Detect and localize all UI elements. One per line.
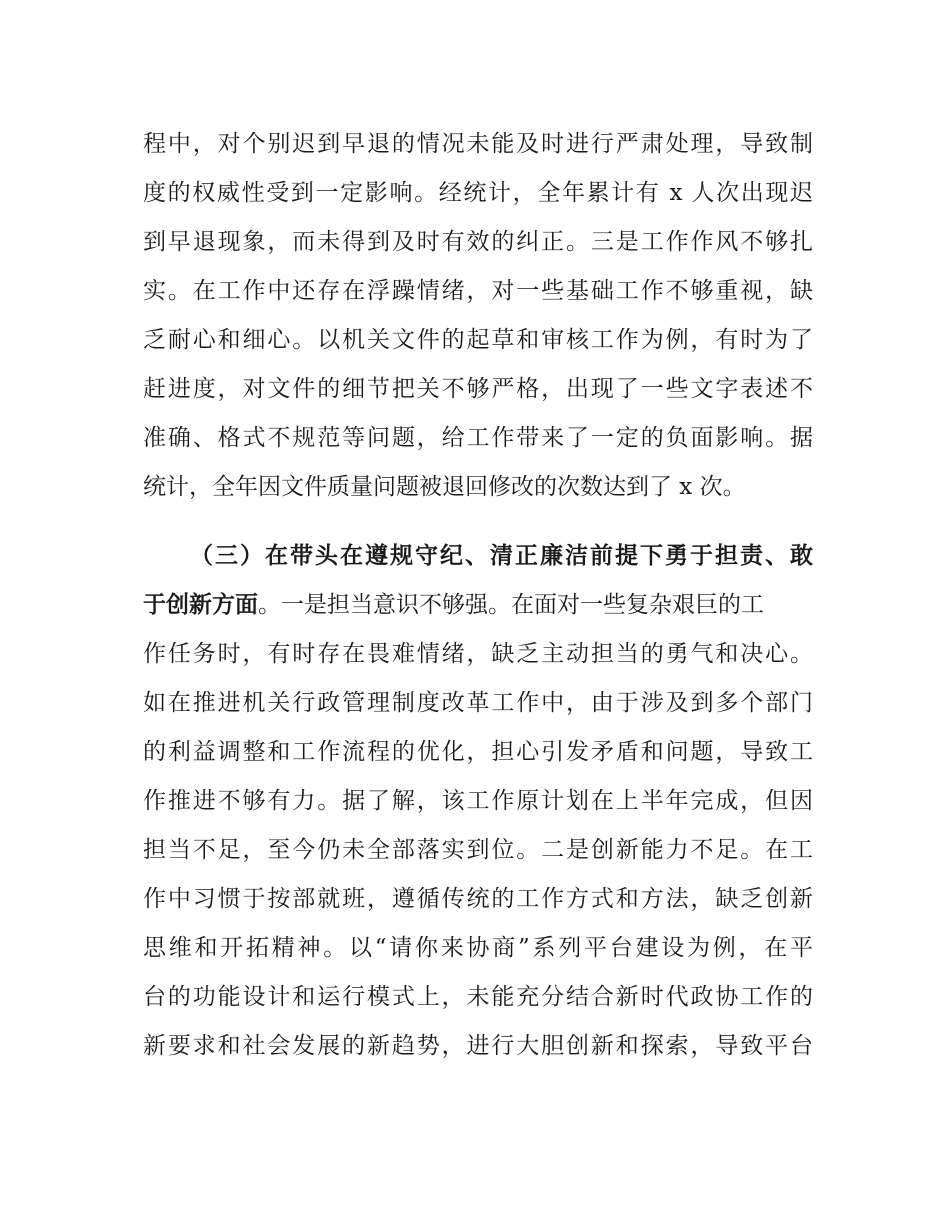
paragraph-line: 思维和开拓精神。以“请你来协商”系列平台建设为例，在平 — [143, 935, 813, 961]
paragraph-line: 乏耐心和细心。以机关文件的起草和审核工作为例，有时为了 — [143, 327, 813, 353]
paragraph-line-rest: 。一是担当意识不够强。在面对一些复杂艰巨的工 — [258, 592, 764, 618]
paragraph-line: 统计，全年因文件质量问题被退回修改的次数达到了 x 次。 — [143, 474, 746, 500]
paragraph-line: 作中习惯于按部就班，遵循传统的工作方式和方法，缺乏创新 — [143, 886, 813, 912]
section-heading-tail: 于创新方面 — [143, 591, 258, 618]
paragraph-line: 准确、格式不规范等问题，给工作带来了一定的负面影响。据 — [143, 425, 813, 451]
section-heading: （三）在带头在遵规守纪、清正廉洁前提下勇于担责、敢 — [190, 542, 813, 569]
paragraph-line: 新要求和社会发展的新趋势，进行大胆创新和探索，导致平台 — [143, 1033, 813, 1059]
paragraph-line: 度的权威性受到一定影响。经统计，全年累计有 x 人次出现迟 — [143, 180, 813, 206]
paragraph-line: 担当不足，至今仍未全部落实到位。二是创新能力不足。在工 — [143, 837, 813, 863]
paragraph-line: 如在推进机关行政管理制度改革工作中，由于涉及到多个部门 — [143, 690, 813, 716]
paragraph-line: 的利益调整和工作流程的优化，担心引发矛盾和问题，导致工 — [143, 739, 813, 765]
paragraph-line: 实。在工作中还存在浮躁情绪，对一些基础工作不够重视，缺 — [143, 278, 813, 304]
paragraph-line: 到早退现象，而未得到及时有效的纠正。三是工作作风不够扎 — [143, 229, 813, 255]
paragraph-line: 程中，对个别迟到早退的情况未能及时进行严肃处理，导致制 — [143, 131, 813, 157]
paragraph-line: 赶进度，对文件的细节把关不够严格，出现了一些文字表述不 — [143, 376, 813, 402]
paragraph-line: 作推进不够有力。据了解，该工作原计划在上半年完成，但因 — [143, 788, 813, 814]
paragraph-line: 台的功能设计和运行模式上，未能充分结合新时代政协工作的 — [143, 984, 813, 1010]
paragraph-line: 作任务时，有时存在畏难情绪，缺乏主动担当的勇气和决心。 — [143, 641, 813, 667]
section-heading-continued — [143, 581, 813, 629]
